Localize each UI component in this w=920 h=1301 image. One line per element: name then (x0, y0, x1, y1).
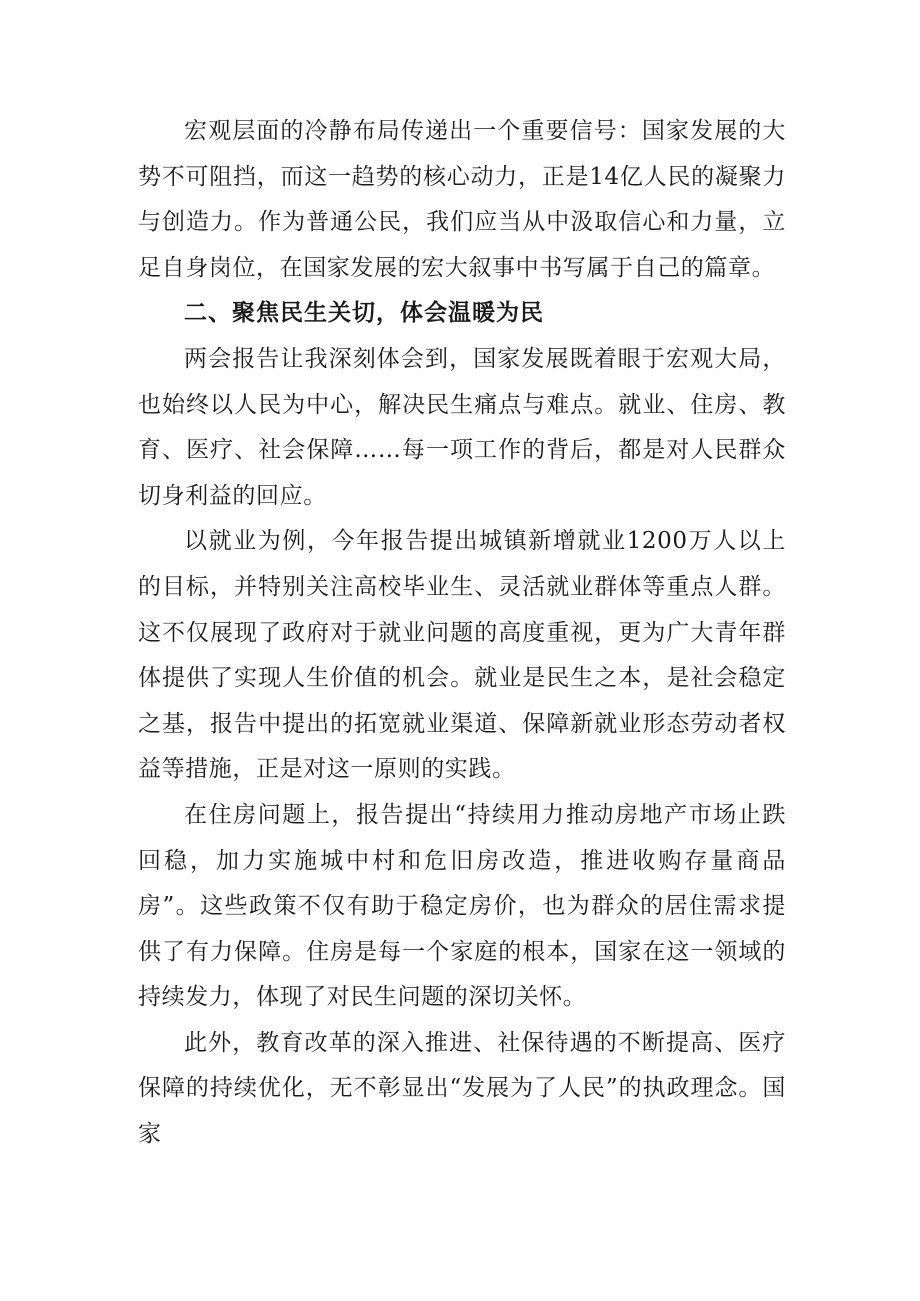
paragraph-employment: 以就业为例，今年报告提出城镇新增就业1200万人以上的目标，并特别关注高校毕业生、灵活就业群体等重点人群。这不仅展现了政府对于就业问题的高度重视，更为广大青年群体提供了实现人生价值的机会。就业是民生之本，是社会稳定之基，报告中提出的拓宽就业渠道、保障新就业形态劳动者权益等措施，正是对这一原则的实践。 (138, 528, 786, 783)
paragraph-education: 此外，教育改革的深入推进、社保待遇的不断提高、医疗保障的持续优化，无不彰显出“发展为了人民”的执政理念。国家 (138, 1029, 786, 1148)
document-page (138, 109, 786, 1158)
paragraph-livelihood: 两会报告让我深刻体会到，国家发展既着眼于宏观大局，也始终以人民为中心，解决民生痛点与难点。就业、住房、教育、医疗、社会保障……每一项工作的背后，都是对人民群众切身利益的回应。 (138, 345, 786, 509)
section-heading: 二、聚焦民生关切，体会温暖为民 (184, 300, 544, 327)
paragraph-housing: 在住房问题上，报告提出“持续用力推动房地产市场止跌回稳，加力实施城中村和危旧房改造，推进收购存量商品房”。这些政策不仅有助于稳定房价，也为群众的居住需求提供了有力保障。住房是每一个家庭的根本，国家在这一领域的持续发力，体现了对民生问题的深切关怀。 (138, 801, 786, 1011)
paragraph-intro: 宏观层面的冷静布局传递出一个重要信号：国家发展的大势不可阻挡，而这一趋势的核心动力，正是14亿人民的凝聚力与创造力。作为普通公民，我们应当从中汲取信心和力量，立足自身岗位，在国家发展的宏大叙事中书写属于自己的篇章。 (138, 118, 786, 281)
